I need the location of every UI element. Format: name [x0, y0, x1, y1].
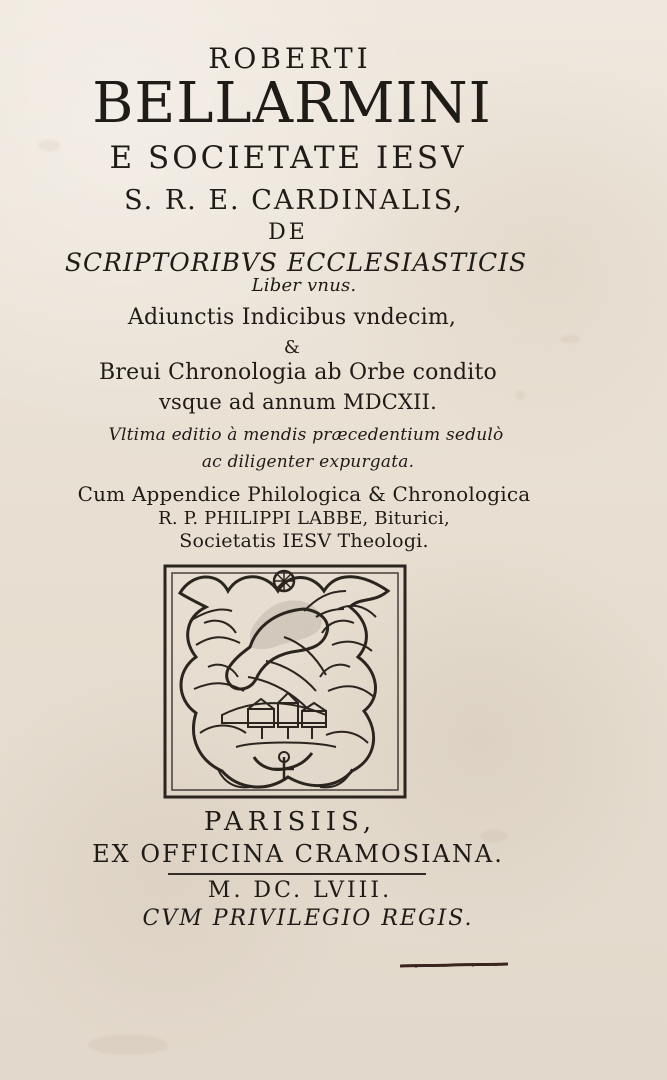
editor-line: R. P. PHILIPPI LABBE, Biturici,: [158, 508, 450, 529]
paper-stain: [88, 1035, 168, 1055]
city-line: PARISIIS,: [203, 807, 377, 837]
printer-line: EX OFFICINA CRAMOSIANA.: [92, 840, 504, 868]
de-line: DE: [268, 220, 308, 245]
society-line: E SOCIETATE IESV: [109, 140, 467, 176]
liber-line: Liber vnus.: [251, 275, 357, 296]
publication-date: M. DC. LVIII.: [207, 878, 393, 903]
appendix-line: Cum Appendice Philologica & Chronologica: [77, 482, 531, 506]
printer-mark-icon: [162, 563, 408, 800]
divider-rule: [168, 873, 426, 875]
year-range-line: vsque ad annum MDCXII.: [158, 390, 438, 414]
author-forename: ROBERTI: [208, 42, 372, 75]
edition-line: Vltima editio à mendis præcedentium sedulò: [108, 425, 504, 445]
author-surname: BELLARMINI: [92, 71, 492, 136]
theologian-line: Societatis IESV Theologi.: [179, 530, 429, 552]
ampersand-line: &: [283, 337, 301, 358]
cardinalis-line: S. R. E. CARDINALIS,: [124, 185, 464, 216]
expurgata-line: ac diligenter expurgata.: [201, 452, 415, 472]
privilege-line: CVM PRIVILEGIO REGIS.: [142, 906, 474, 931]
book-title: SCRIPTORIBVS ECCLESIASTICIS: [64, 248, 528, 277]
chronology-line: Breui Chronologia ab Orbe condito: [99, 360, 497, 385]
ink-mark-icon: [400, 962, 508, 969]
indices-line: Adiunctis Indicibus vndecim,: [127, 305, 457, 330]
